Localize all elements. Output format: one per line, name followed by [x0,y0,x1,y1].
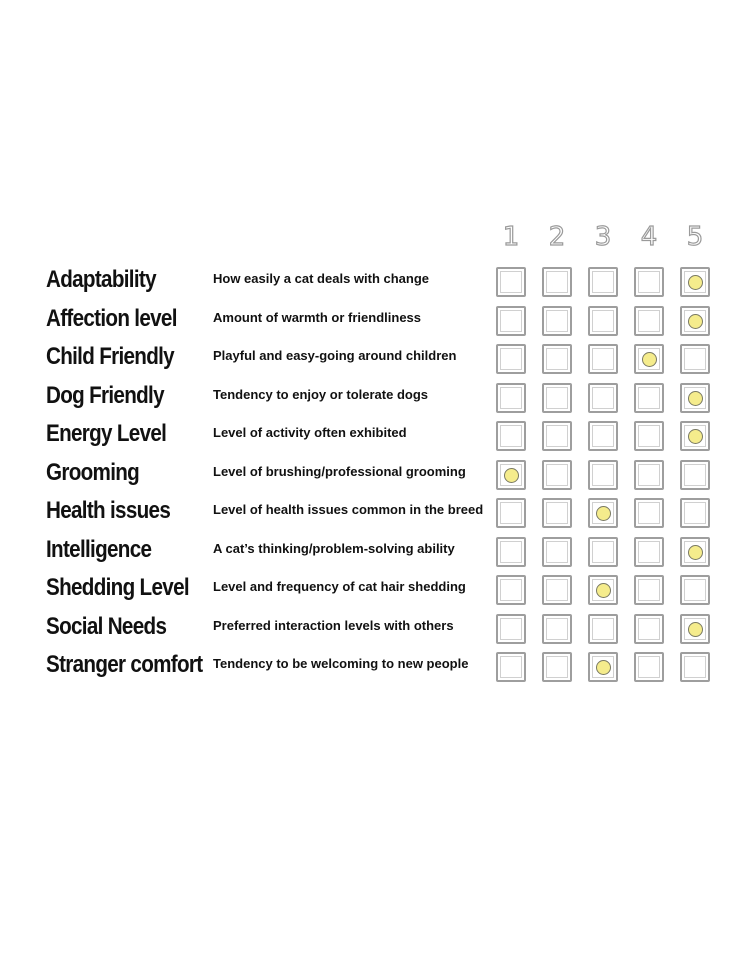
rating-checkbox-1[interactable] [496,460,526,490]
trait-name: Adaptability [46,266,156,293]
selected-dot-icon [688,545,703,560]
trait-description: Level of activity often exhibited [213,425,407,440]
rating-checkbox-2[interactable] [542,344,572,374]
rating-checkbox-3[interactable] [588,306,618,336]
trait-description: How easily a cat deals with change [213,271,430,286]
rating-checkbox-5[interactable] [680,537,710,567]
trait-description: Amount of warmth or friendliness [213,309,422,325]
rating-checkbox-1[interactable] [496,498,526,528]
table-row [0,535,741,573]
rating-checkbox-5[interactable] [680,383,710,413]
table-row [0,342,741,380]
selected-dot-icon [596,506,611,521]
rating-checkbox-5[interactable] [680,267,710,297]
rating-checkbox-2[interactable] [542,460,572,490]
rating-checkbox-1[interactable] [496,421,526,451]
rating-checkbox-4[interactable] [634,614,664,644]
rating-checkbox-3[interactable] [588,267,618,297]
selected-dot-icon [688,391,703,406]
rating-checkbox-4[interactable] [634,344,664,374]
selected-dot-icon [596,583,611,598]
rating-checkbox-5[interactable] [680,614,710,644]
rating-checkbox-1[interactable] [496,537,526,567]
table-row [0,381,741,419]
rating-checkbox-3[interactable] [588,421,618,451]
trait-name: Health issues [46,497,171,524]
trait-description: Level and frequency of cat hair shedding [213,579,466,594]
rating-checkbox-2[interactable] [542,537,572,567]
rating-checkbox-5[interactable] [680,575,710,605]
rating-checkbox-3[interactable] [588,498,618,528]
rating-checkbox-3[interactable] [588,614,618,644]
scale-number-3: 3 [594,222,612,252]
trait-description: Playful and easy-going around children [213,348,457,363]
rating-checkbox-5[interactable] [680,460,710,490]
rating-checkbox-1[interactable] [496,344,526,374]
rating-checkbox-4[interactable] [634,652,664,682]
rating-checkbox-4[interactable] [634,267,664,297]
rating-checkbox-5[interactable] [680,652,710,682]
trait-name: Shedding Level [46,574,189,601]
rating-checkbox-2[interactable] [542,575,572,605]
rating-checkbox-2[interactable] [542,421,572,451]
rating-checkbox-5[interactable] [680,421,710,451]
table-row [0,650,741,688]
table-row [0,458,741,496]
trait-name: Stranger comfort [46,651,203,678]
rating-checkbox-2[interactable] [542,652,572,682]
trait-name: Affection level [46,304,177,332]
rating-checkbox-1[interactable] [496,383,526,413]
selected-dot-icon [504,468,519,483]
rating-checkbox-2[interactable] [542,614,572,644]
rating-checkbox-4[interactable] [634,383,664,413]
selected-dot-icon [642,352,657,367]
scale-number-1: 1 [502,222,520,252]
rating-checkbox-3[interactable] [588,537,618,567]
rating-checkbox-2[interactable] [542,383,572,413]
table-row [0,573,741,611]
rating-checkbox-4[interactable] [634,306,664,336]
trait-name: Energy Level [46,420,167,447]
rating-checkbox-2[interactable] [542,498,572,528]
selected-dot-icon [688,275,703,290]
table-row [0,419,741,457]
table-row [0,265,741,303]
rating-checkbox-1[interactable] [496,575,526,605]
selected-dot-icon [596,660,611,675]
trait-description: Level of brushing/professional grooming [213,463,466,479]
table-row [0,496,741,534]
trait-name: Intelligence [46,535,152,563]
rating-checkbox-4[interactable] [634,575,664,605]
trait-description: Preferred interaction levels with others [213,617,454,633]
rating-checkbox-3[interactable] [588,652,618,682]
scale-number-5: 5 [686,222,704,252]
rating-checkbox-4[interactable] [634,421,664,451]
rating-checkbox-2[interactable] [542,267,572,297]
rating-checkbox-3[interactable] [588,344,618,374]
rating-checkbox-3[interactable] [588,383,618,413]
trait-description: Tendency to enjoy or tolerate dogs [213,386,429,402]
rating-checkbox-3[interactable] [588,575,618,605]
rating-checkbox-5[interactable] [680,344,710,374]
scale-number-2: 2 [548,222,566,252]
trait-name: Child Friendly [46,343,174,370]
rating-checkbox-1[interactable] [496,652,526,682]
trait-description: A cat’s thinking/problem-solving ability [213,540,455,556]
rating-checkbox-4[interactable] [634,460,664,490]
rating-checkbox-4[interactable] [634,498,664,528]
rating-checkbox-1[interactable] [496,267,526,297]
scale-number-4: 4 [640,222,658,252]
trait-name: Grooming [46,458,140,486]
rating-checkbox-4[interactable] [634,537,664,567]
trait-description: Tendency to be welcoming to new people [213,656,469,671]
rating-checkbox-2[interactable] [542,306,572,336]
trait-name: Social Needs [46,612,167,640]
selected-dot-icon [688,429,703,444]
rating-checkbox-1[interactable] [496,614,526,644]
trait-description: Level of health issues common in the breed [213,502,484,517]
rating-checkbox-1[interactable] [496,306,526,336]
table-row [0,304,741,342]
selected-dot-icon [688,314,703,329]
table-row [0,612,741,650]
rating-checkbox-5[interactable] [680,498,710,528]
rating-checkbox-5[interactable] [680,306,710,336]
rating-checkbox-3[interactable] [588,460,618,490]
selected-dot-icon [688,622,703,637]
trait-name: Dog Friendly [46,381,164,409]
